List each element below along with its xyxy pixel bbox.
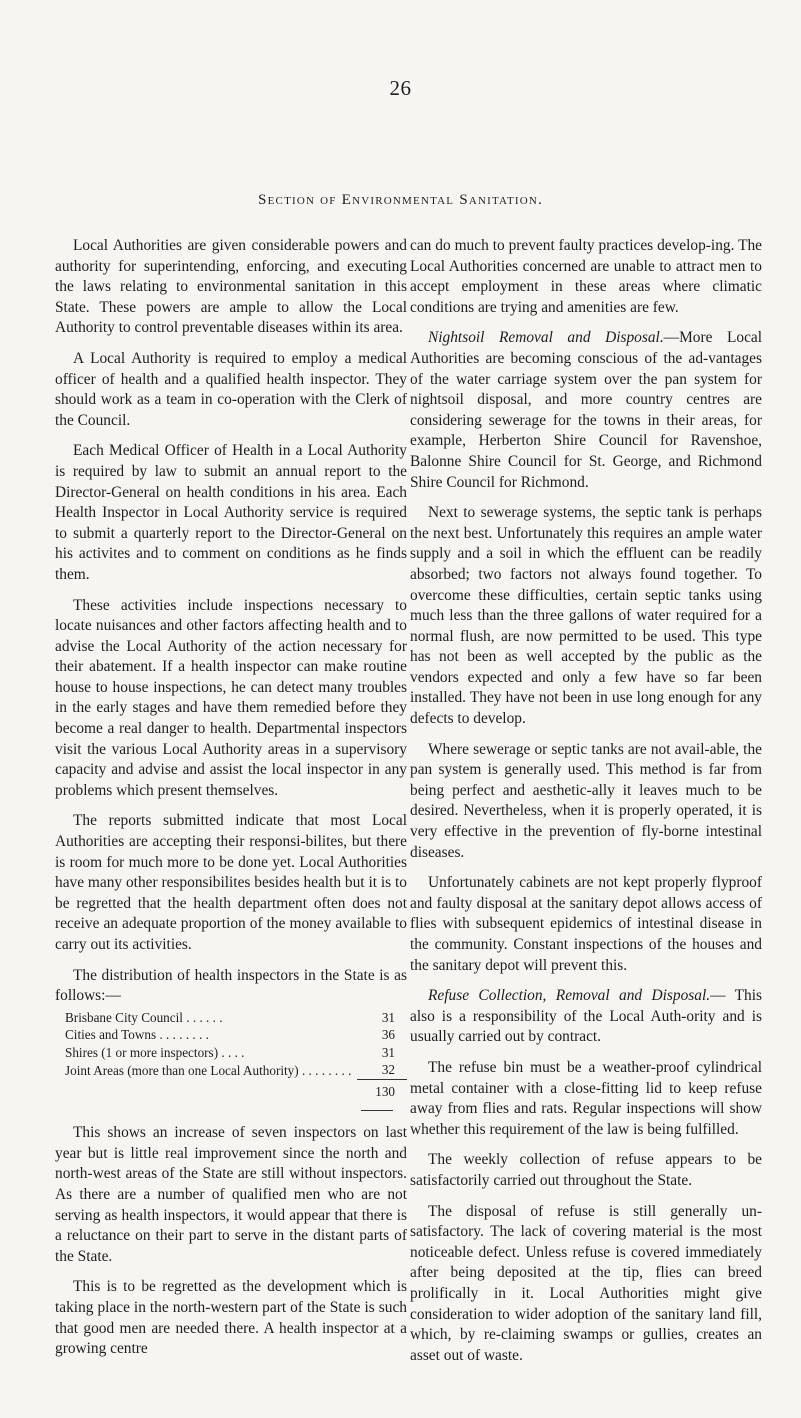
right-column [410, 236, 762, 1376]
table-row [55, 1009, 407, 1027]
paragraph: These activities include inspections necessary to locate nuisances and other factors affecting health and to advise the Local Authority of the action necessary for their abatement. If a health inspector can make routine house to house inspections, he can detect many troubles in the early stages and have them remedied before they become a real danger to health. Departmental inspectors visit the various Local Authority areas in a supervisory capacity and advise and assist the local inspector in any problems which present themselves. [55, 596, 407, 799]
subsection-heading: Refuse Collection, Removal and Disposal. [428, 987, 711, 1005]
paragraph: A Local Authority is required to employ a medical officer of health and a qualified health inspector. They should work as a team in co-operation with the Clerk of the Council. [55, 349, 407, 429]
paragraph: The reports submitted indicate that most Local Authorities are accepting their responsi-bilites, but there is room for much more to be done yet. Local Authorities have many other responsibilites besides health but it is to be regretted that the health department often does not receive an adequate proportion of the money available to carry out its activities. [55, 812, 407, 953]
table-cell-label: Joint Areas (more than one Local Authority) . . . . . . . . [65, 1062, 352, 1078]
paragraph: The weekly collection of refuse appears to be satisfactorily carried out throughout the State. [410, 1151, 762, 1189]
divider [361, 1110, 393, 1111]
left-column [55, 236, 407, 1370]
table-cell-label: Brisbane City Council . . . . . . [65, 1009, 223, 1025]
paragraph: The refuse bin must be a weather-proof cylindrical metal container with a close-fitting lid to keep refuse away from flies and rats. Regular inspections will show whether this requirement of the law is being fulfilled. [410, 1058, 762, 1138]
paragraph: Each Medical Officer of Health in a Local Authority is required by law to submit an annual report to the Director-General on health conditions in his area. Each Health Inspector in Local Authority service is required to submit a quarterly report to the Director-General on his activites and to comment on conditions as he finds them. [55, 442, 407, 583]
paragraph: The disposal of refuse is still generally un-satisfactory. The lack of covering material is the most noticeable defect. Unless refuse is covered immediately after being deposited at the tip, flies can breed prolifically in it. Local Authorities might give consideration to wider adoption of the sanitary land fill, which, by re-claiming swamps or gullies, creates an asset out of waste. [410, 1202, 762, 1364]
paragraph: Refuse Collection, Removal and Disposal.— This also is a responsibility of the Local Auth-ority and is usually carried out by contract. [410, 987, 763, 1046]
table-total-value: 130 [357, 1079, 407, 1100]
table-row [55, 1061, 407, 1079]
paragraph: Where sewerage or septic tanks are not avail-able, the pan system is generally used. This method is far from being perfect and aesthetic-ally it leaves much to be desired. Nevertheless, when it is properly operated, it is very effective in the prevention of fly-borne intestinal diseases. [410, 740, 762, 861]
table-cell-value: 31 [381, 1009, 395, 1025]
subsection-heading: Nightsoil Removal and Disposal. [428, 329, 664, 347]
page-number: 26 [389, 76, 412, 100]
table-cell-label: Cities and Towns . . . . . . . . [65, 1027, 209, 1043]
table-cell-value: 31 [381, 1044, 395, 1060]
paragraph: The distribution of health inspectors in the State is as follows:— [55, 966, 407, 1005]
paragraph: Nightsoil Removal and Disposal.—More Local Authorities are becoming conscious of the ad-vantages of the water carriage system over the pan system for nightsoil disposal, and more country centres are considering sewerage for the towns in their areas, for example, Herberton Shire Council for Ravenshoe, Balonne Shire Council for St. George, and Richmond Shire Council for Richmond. [410, 329, 763, 491]
inspector-distribution-table [55, 1009, 407, 1101]
table-row [55, 1044, 407, 1062]
table-total-row [55, 1079, 407, 1100]
paragraph: This is to be regretted as the development which is taking place in the north-western part of the State is such that good men are needed there. A health inspector at a growing centre [55, 1278, 407, 1358]
paragraph: can do much to prevent faulty practices develop-ing. The Local Authorities concerned are unable to attract men to accept employment in these areas where climatic conditions are trying and amenities are few. [410, 237, 762, 316]
table-cell-value: 32 [381, 1062, 395, 1078]
table-cell-label: Shires (1 or more inspectors) . . . . [65, 1044, 245, 1060]
paragraph: Unfortunately cabinets are not kept properly flyproof and faulty disposal at the sanitary depot allows access of flies with subsequent epidemics of intestinal disease in the community. Constant inspections of the houses and the sanitary depot will prevent this. [410, 874, 762, 974]
section-title: Section of Environmental Sanitation. [257, 191, 544, 208]
table-row [55, 1026, 407, 1044]
table-cell-value: 36 [381, 1027, 395, 1043]
paragraph: Next to sewerage systems, the septic tank is perhaps the next best. Unfortunately this requires an ample water supply and a soil in which the effluent can be readily absorbed; two factors not always found together. To overcome these difficulties, certain septic tanks using much less than the three gallons of water required for a normal flush, are now permitted to be used. This type has not been as well accepted by the public as the vendors expected and only a few have so far been installed. They have not been in use long enough for any defects to develop. [410, 504, 762, 728]
paragraph: Local Authorities are given considerable powers and authority for superintending, enforcing, and executing the laws relating to environmental sanitation in this State. These powers are ample to allow the Local Authority to control preventable diseases within its area. [55, 237, 407, 337]
paragraph: This shows an increase of seven inspectors on last year but is little real improvement since the north and north-west areas of the State are still without inspectors. As there are a number of qualified men who are not serving as health inspectors, it would appear that there is a reluctance on their part to serve in the distant parts of the State. [55, 1124, 407, 1265]
